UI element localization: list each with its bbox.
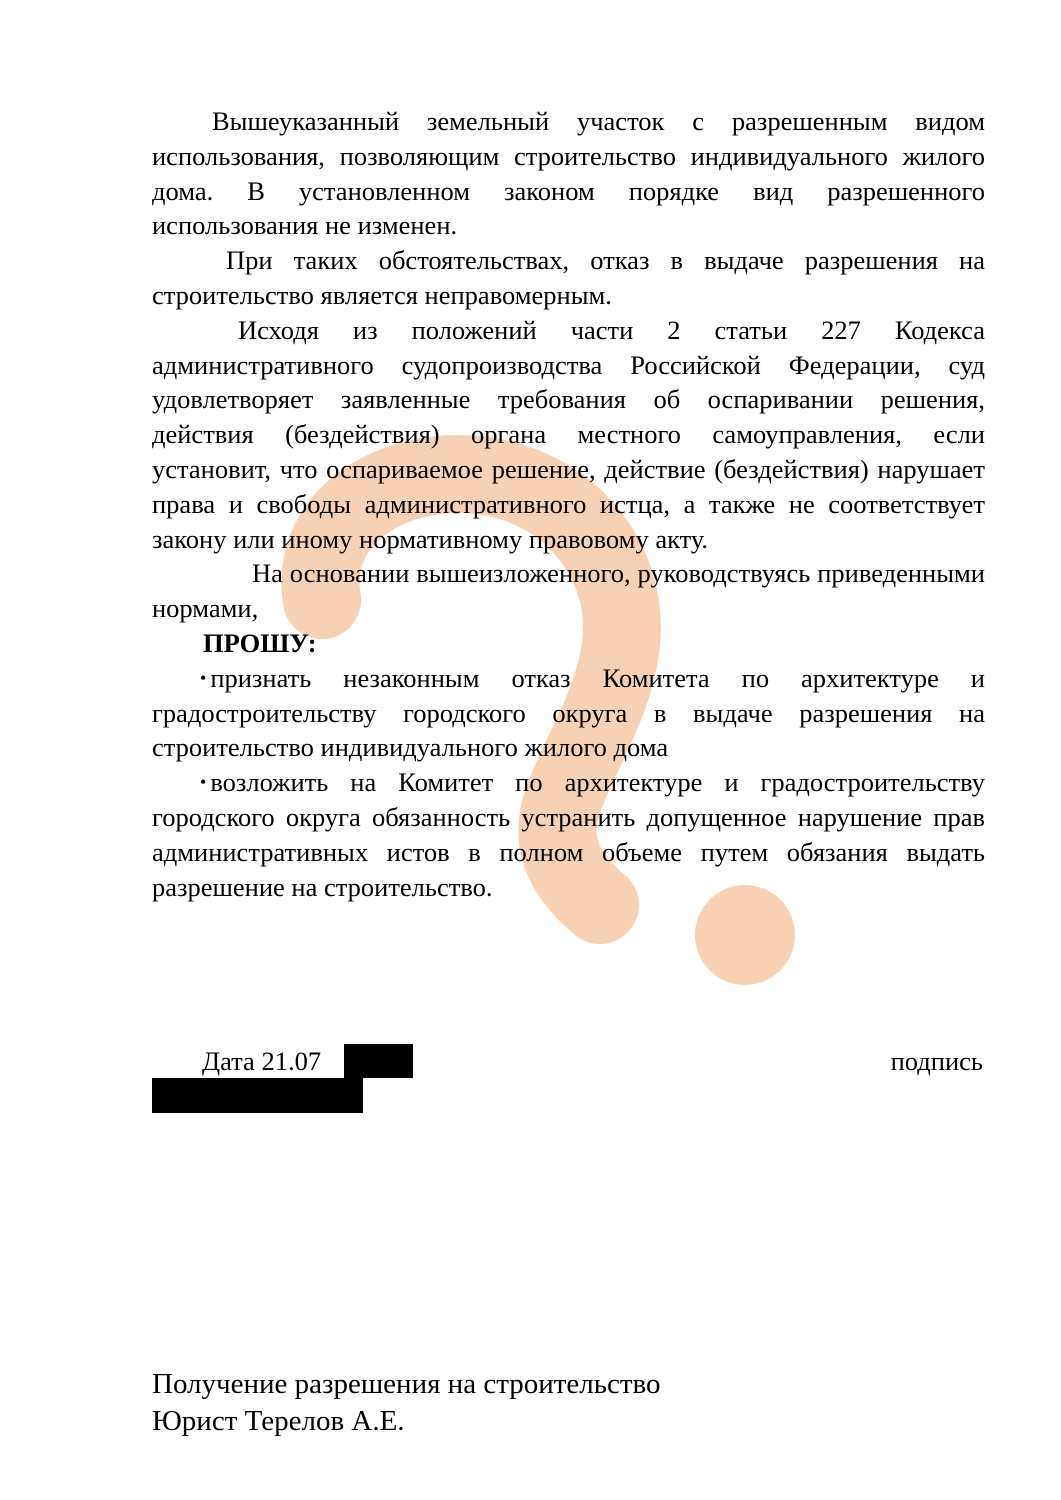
paragraph-legal-basis: Исходя из положений части 2 статьи 227 Кодекса административного судопроизводства Российской Федерации, суд удовлетворяет заявленные требования об оспаривании решения, действия (бездействия) органа местного самоуправления, если установит, что оспариваемое решение, действие (бездействия) нарушает права и свободы административного истца, а также не соответствует закону или иному нормативному правовому акту. bbox=[152, 314, 985, 554]
paragraph-circumstances: При таких обстоятельствах, отказ в выдаче разрешения на строительство является неправомерным. bbox=[152, 245, 985, 310]
redaction-block bbox=[344, 1044, 413, 1078]
date-label: Дата 21.07 bbox=[202, 1046, 322, 1076]
signature-label: подпись bbox=[890, 1046, 983, 1076]
request-item-text: признать незаконным отказ Комитета по архитектуре и градостроительству городского округа в выдаче разрешения на строительство индивидуального жилого дома bbox=[152, 662, 985, 763]
paragraph-land-plot: Вышеуказанный земельный участок с разрешенным видом использования, позволяющим строительство индивидуального жилого дома. В установленном законом порядке вид разрешенного использования не изменен. bbox=[152, 106, 985, 241]
redaction-block bbox=[152, 1078, 363, 1113]
request-item bbox=[152, 765, 985, 904]
footer-author: Юрист Терелов А.Е. bbox=[152, 1405, 405, 1437]
request-heading: ПРОШУ: bbox=[203, 627, 317, 658]
request-item-text: возложить на Комитет по архитектуре и градостроительству городского округа обязанность устранить допущенное нарушение прав административных истов в полном объеме путем обязания выдать разрешение на строительство. bbox=[152, 767, 985, 902]
paragraph-grounds: На основании вышеизложенного, руководствуясь приведенными нормами, bbox=[152, 558, 985, 624]
document-body bbox=[152, 104, 985, 904]
request-item bbox=[152, 661, 985, 765]
bullet-icon: • bbox=[200, 772, 207, 793]
footer-title: Получение разрешения на строительство bbox=[152, 1368, 661, 1400]
bullet-icon: • bbox=[200, 667, 207, 688]
footer bbox=[152, 1366, 661, 1440]
